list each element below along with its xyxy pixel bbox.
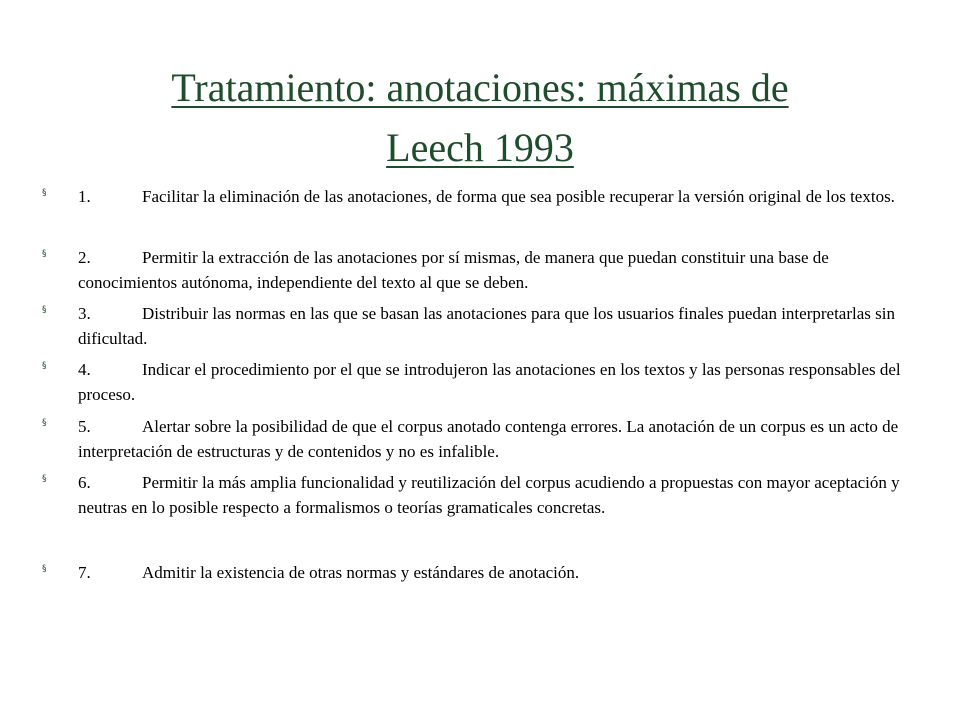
list-item-text bbox=[78, 184, 924, 209]
item-number: 5. bbox=[78, 417, 91, 436]
section-bullet-icon: § bbox=[42, 418, 47, 428]
section-bullet-icon: § bbox=[42, 361, 47, 371]
item-number: 1. bbox=[78, 187, 91, 206]
item-description: Admitir la existencia de otras normas y estándares de anotación. bbox=[142, 563, 580, 582]
section-bullet-icon: § bbox=[42, 564, 47, 574]
list-item-text bbox=[78, 414, 924, 464]
section-bullet-icon: § bbox=[42, 474, 47, 484]
list-item-text bbox=[78, 245, 924, 295]
section-bullet-icon: § bbox=[42, 249, 47, 259]
list-item-text bbox=[78, 560, 924, 585]
item-description: Facilitar la eliminación de las anotaciones, de forma que sea posible recuperar la versión original de los textos. bbox=[142, 187, 895, 206]
item-number: 7. bbox=[78, 563, 91, 582]
list-item-text bbox=[78, 357, 924, 407]
list-item-text bbox=[78, 470, 924, 520]
item-number: 2. bbox=[78, 248, 91, 267]
item-description: Indicar el procedimiento por el que se introdujeron las anotaciones en los textos y las personas responsables del proceso. bbox=[78, 360, 901, 404]
item-number: 3. bbox=[78, 304, 91, 323]
item-description: Permitir la extracción de las anotaciones por sí mismas, de manera que puedan constituir una base de conocimientos autónoma, independiente del texto al que se deben. bbox=[78, 248, 829, 292]
list-item-text bbox=[78, 301, 924, 351]
item-description: Alertar sobre la posibilidad de que el corpus anotado contenga errores. La anotación de un corpus es un acto de interpretación de estructuras y de contenidos y no es infalible. bbox=[78, 417, 899, 461]
section-bullet-icon: § bbox=[42, 305, 47, 315]
item-number: 6. bbox=[78, 473, 91, 492]
item-description: Distribuir las normas en las que se basan las anotaciones para que los usuarios finales puedan interpretarlas sin dificultad. bbox=[78, 304, 895, 348]
title-line-2: Leech 1993 bbox=[386, 125, 574, 170]
section-bullet-icon: § bbox=[42, 188, 47, 198]
item-number: 4. bbox=[78, 360, 91, 379]
title-line-1: Tratamiento: anotaciones: máximas de bbox=[171, 65, 789, 110]
item-description: Permitir la más amplia funcionalidad y reutilización del corpus acudiendo a propuestas con mayor aceptación y neutras en lo posible respecto a formalismos o teorías gramaticales concretas. bbox=[78, 473, 900, 517]
